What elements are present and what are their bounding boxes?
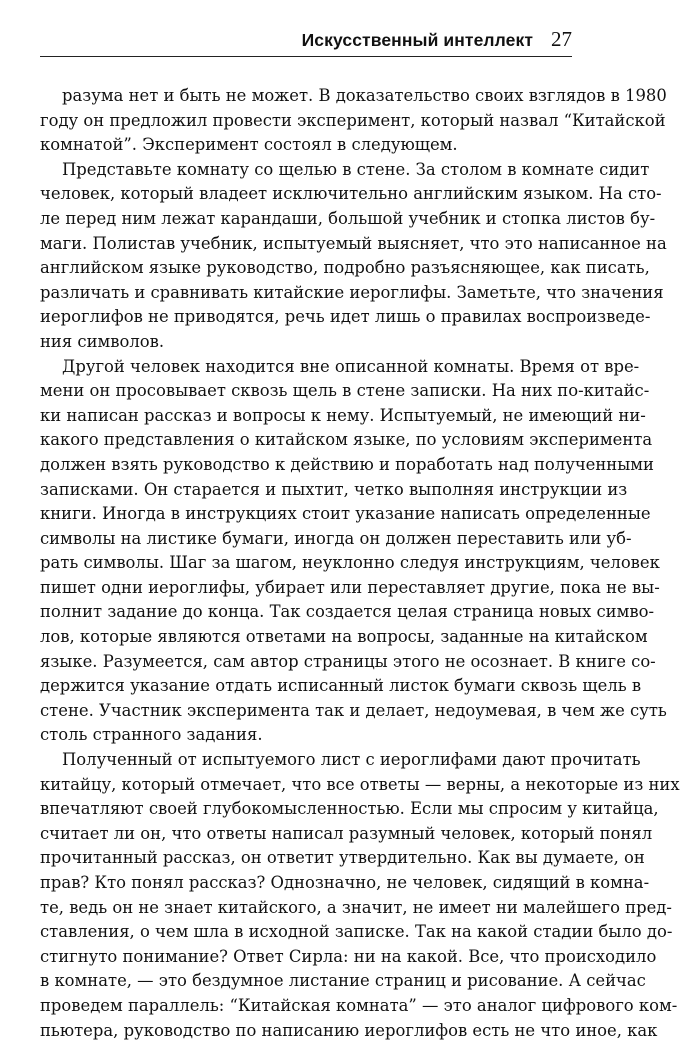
running-title: Искусственный интеллект [301,30,533,50]
text-line: китайцу, который отмечает, что все ответы — верны, а некоторые из них [40,774,680,794]
text-line: стигнуто понимание? Ответ Сирла: ни на какой. Все, что происходило [40,946,657,966]
body-text [40,84,680,1043]
text-line: Представьте комнату со щелью в стене. За столом в комнате сидит [62,159,650,179]
text-line: мени он просовывает сквозь щель в стене записки. На них по-китайс- [40,381,650,401]
text-line: языке. Разумеется, сам автор страницы этого не осознает. В книге со- [40,651,656,671]
text-line: стене. Участник эксперимента так и делает, недоумевая, в чем же суть [40,700,667,720]
text-line: Полученный от испытуемого лист с иероглифами дают прочитать [62,750,641,770]
paragraph [40,84,667,158]
text-line: считает ли он, что ответы написал разумный человек, который понял [40,823,653,843]
text-line: ния символов. [40,331,165,351]
text-line: столь странного задания. [40,725,263,745]
text-line: английском языке руководство, подробно разъясняющее, как писать, [40,258,650,278]
running-header [40,22,572,57]
text-line: ле перед ним лежат карандаши, большой учебник и стопка листов бу- [40,208,656,228]
paragraph [40,748,680,1043]
text-line: ставления, о чем шла в исходной записке. Так на какой стадии было до- [40,922,673,942]
paragraph [40,158,667,355]
text-line: впечатляют своей глубокомысленностью. Если мы спросим у китайца, [40,799,659,819]
text-line: разума нет и быть не может. В доказательство своих взглядов в 1980 [62,86,667,105]
text-line: пьютера, руководство по написанию иероглифов есть не что иное, как [40,1020,658,1040]
paragraph [40,355,667,749]
text-line: символы на листике бумаги, иногда он должен переставить или уб- [40,528,632,548]
text-line: какого представления о китайском языке, по условиям эксперимента [40,430,653,450]
text-line: рать символы. Шаг за шагом, неуклонно следуя инструкциям, человек [40,553,660,573]
text-line: различать и сравнивать китайские иероглифы. Заметьте, что значения [40,282,664,302]
text-line: должен взять руководство к действию и поработать над полученными [40,454,654,474]
text-line: ки написан рассказ и вопросы к нему. Испытуемый, не имеющий ни- [40,405,646,425]
text-line: году он предложил провести эксперимент, который назвал “Китайской [40,110,666,130]
text-line: записками. Он старается и пыхтит, четко выполняя инструкции из [40,479,628,499]
text-line: лов, которые являются ответами на вопросы, заданные на китайском [40,627,648,647]
text-line: человек, который владеет исключительно английским языком. На сто- [40,184,662,204]
text-line: пишет одни иероглифы, убирает или переставляет другие, пока не вы- [40,577,660,597]
text-line: книги. Иногда в инструкциях стоит указание написать определенные [40,504,651,524]
text-line: полнит задание до конца. Так создается целая страница новых симво- [40,602,654,622]
text-line: держится указание отдать исписанный листок бумаги сквозь щель в [40,676,642,696]
text-line: комнатой”. Эксперимент состоял в следующем. [40,135,458,155]
text-line: прав? Кто понял рассказ? Однозначно, не человек, сидящий в комна- [40,873,650,892]
text-line: маги. Полистав учебник, испытуемый выясняет, что это написанное на [40,233,667,253]
page-number: 27 [551,27,572,51]
text-line: Другой человек находится вне описанной комнаты. Время от вре- [62,356,640,376]
text-line: прочитанный рассказ, он ответит утвердительно. Как вы думаете, он [40,848,645,868]
text-line: проведем параллель: “Китайская комната” — это аналог цифрового ком- [40,995,678,1015]
text-line: иероглифов не приводятся, речь идет лишь о правилах воспроизведе- [40,307,651,327]
text-line: те, ведь он не знает китайского, а значит, не имеет ни малейшего пред- [40,897,672,917]
text-line: в комнате, — это бездумное листание страниц и рисование. А сейчас [40,971,646,991]
